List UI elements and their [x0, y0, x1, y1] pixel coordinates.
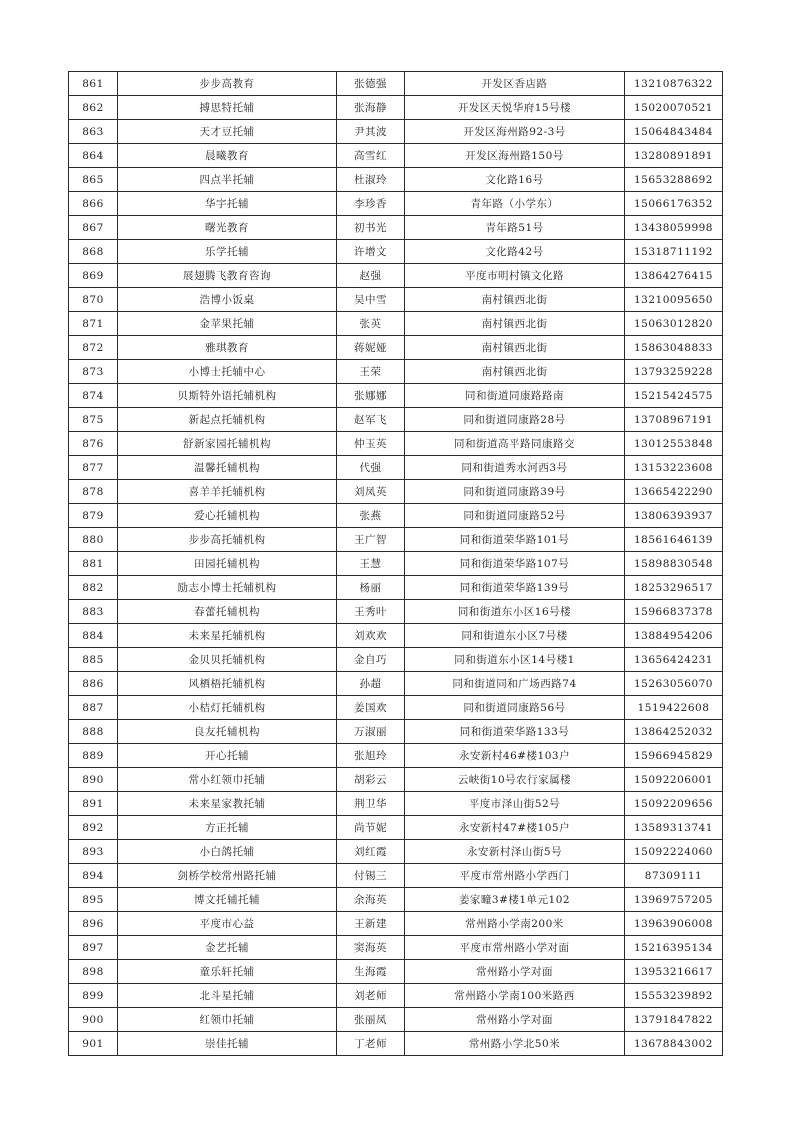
address-cell: 同和街道荣华路133号: [405, 720, 625, 744]
phone-cell: 15066176352: [625, 192, 723, 216]
table-row: [69, 192, 723, 216]
registry-table: [68, 71, 723, 1056]
address-cell: 开发区海州路92-3号: [405, 120, 625, 144]
contact-name-cell: 生海霞: [337, 960, 405, 984]
row-number-cell: 898: [69, 960, 118, 984]
table-row: [69, 240, 723, 264]
row-number-cell: 888: [69, 720, 118, 744]
institution-name-cell: 励志小博士托辅机构: [118, 576, 337, 600]
phone-cell: 87309111: [625, 864, 723, 888]
phone-cell: 13793259228: [625, 360, 723, 384]
institution-name-cell: 风栖梧托辅机构: [118, 672, 337, 696]
contact-name-cell: 杜淑玲: [337, 168, 405, 192]
row-number-cell: 886: [69, 672, 118, 696]
institution-name-cell: 小白鸽托辅: [118, 840, 337, 864]
table-row: [69, 984, 723, 1008]
phone-cell: 15263056070: [625, 672, 723, 696]
table-row: [69, 480, 723, 504]
table-row: [69, 1008, 723, 1032]
address-cell: 同和街道东小区14号楼1: [405, 648, 625, 672]
contact-name-cell: 张丽凤: [337, 1008, 405, 1032]
contact-name-cell: 余海英: [337, 888, 405, 912]
table-row: [69, 504, 723, 528]
table-row: [69, 960, 723, 984]
row-number-cell: 900: [69, 1008, 118, 1032]
institution-name-cell: 剑桥学校常州路托辅: [118, 864, 337, 888]
phone-cell: 13656424231: [625, 648, 723, 672]
institution-name-cell: 未来星家教托辅: [118, 792, 337, 816]
institution-name-cell: 喜羊羊托辅机构: [118, 480, 337, 504]
contact-name-cell: 王慧: [337, 552, 405, 576]
table-row: [69, 96, 723, 120]
row-number-cell: 868: [69, 240, 118, 264]
contact-name-cell: 丁老师: [337, 1032, 405, 1056]
table-row: [69, 576, 723, 600]
table-row: [69, 120, 723, 144]
address-cell: 南村镇西北街: [405, 360, 625, 384]
institution-name-cell: 平度市心益: [118, 912, 337, 936]
table-row: [69, 744, 723, 768]
row-number-cell: 876: [69, 432, 118, 456]
phone-cell: 15092224060: [625, 840, 723, 864]
address-cell: 平度市常州路小学对面: [405, 936, 625, 960]
phone-cell: 18253296517: [625, 576, 723, 600]
phone-cell: 13864252032: [625, 720, 723, 744]
row-number-cell: 861: [69, 72, 118, 96]
address-cell: 常州路小学北50米: [405, 1032, 625, 1056]
table-row: [69, 936, 723, 960]
address-cell: 开发区香店路: [405, 72, 625, 96]
institution-name-cell: 红领巾托辅: [118, 1008, 337, 1032]
table-row: [69, 912, 723, 936]
table-row: [69, 312, 723, 336]
row-number-cell: 897: [69, 936, 118, 960]
phone-cell: 13665422290: [625, 480, 723, 504]
phone-cell: 13438059998: [625, 216, 723, 240]
contact-name-cell: 刘红霞: [337, 840, 405, 864]
table-row: [69, 840, 723, 864]
address-cell: 同和街道荣华路139号: [405, 576, 625, 600]
contact-name-cell: 王广智: [337, 528, 405, 552]
contact-name-cell: 尹其波: [337, 120, 405, 144]
row-number-cell: 901: [69, 1032, 118, 1056]
phone-cell: 15966945829: [625, 744, 723, 768]
institution-name-cell: 晨曦教育: [118, 144, 337, 168]
address-cell: 青年路51号: [405, 216, 625, 240]
contact-name-cell: 张德强: [337, 72, 405, 96]
contact-name-cell: 许增文: [337, 240, 405, 264]
phone-cell: 13963906008: [625, 912, 723, 936]
contact-name-cell: 王秀叶: [337, 600, 405, 624]
institution-name-cell: 方正托辅: [118, 816, 337, 840]
contact-name-cell: 胡彩云: [337, 768, 405, 792]
row-number-cell: 885: [69, 648, 118, 672]
row-number-cell: 896: [69, 912, 118, 936]
address-cell: 同和街道荣华路107号: [405, 552, 625, 576]
institution-name-cell: 展翅腾飞教育咨询: [118, 264, 337, 288]
row-number-cell: 889: [69, 744, 118, 768]
row-number-cell: 881: [69, 552, 118, 576]
table-row: [69, 288, 723, 312]
row-number-cell: 893: [69, 840, 118, 864]
contact-name-cell: 张英: [337, 312, 405, 336]
row-number-cell: 879: [69, 504, 118, 528]
table-row: [69, 528, 723, 552]
institution-name-cell: 良友托辅机构: [118, 720, 337, 744]
phone-cell: 13678843002: [625, 1032, 723, 1056]
institution-name-cell: 北斗星托辅: [118, 984, 337, 1008]
table-row: [69, 1032, 723, 1056]
institution-name-cell: 曙光教育: [118, 216, 337, 240]
address-cell: 永安新村46#楼103户: [405, 744, 625, 768]
address-cell: 南村镇西北街: [405, 336, 625, 360]
address-cell: 同和街道高平路同康路交: [405, 432, 625, 456]
phone-cell: 15092209656: [625, 792, 723, 816]
contact-name-cell: 尚节妮: [337, 816, 405, 840]
address-cell: 云峡街10号农行家属楼: [405, 768, 625, 792]
phone-cell: 15063012820: [625, 312, 723, 336]
phone-cell: 13012553848: [625, 432, 723, 456]
institution-name-cell: 金贝贝托辅机构: [118, 648, 337, 672]
institution-name-cell: 浩博小饭桌: [118, 288, 337, 312]
phone-cell: 13153223608: [625, 456, 723, 480]
contact-name-cell: 王荣: [337, 360, 405, 384]
address-cell: 常州路小学南200米: [405, 912, 625, 936]
row-number-cell: 877: [69, 456, 118, 480]
address-cell: 平度市泽山街52号: [405, 792, 625, 816]
contact-name-cell: 仲玉英: [337, 432, 405, 456]
contact-name-cell: 姜国欢: [337, 696, 405, 720]
row-number-cell: 864: [69, 144, 118, 168]
table-row: [69, 672, 723, 696]
table-row: [69, 360, 723, 384]
address-cell: 永安新村泽山街5号: [405, 840, 625, 864]
contact-name-cell: 赵军飞: [337, 408, 405, 432]
address-cell: 常州路小学对面: [405, 1008, 625, 1032]
address-cell: 常州路小学对面: [405, 960, 625, 984]
address-cell: 同和街道同康路路南: [405, 384, 625, 408]
address-cell: 常州路小学南100米路西: [405, 984, 625, 1008]
table-row: [69, 768, 723, 792]
phone-cell: 15216395134: [625, 936, 723, 960]
contact-name-cell: 高雪红: [337, 144, 405, 168]
row-number-cell: 875: [69, 408, 118, 432]
contact-name-cell: 窦海英: [337, 936, 405, 960]
institution-name-cell: 雅琪教育: [118, 336, 337, 360]
institution-name-cell: 爱心托辅机构: [118, 504, 337, 528]
contact-name-cell: 杨丽: [337, 576, 405, 600]
phone-cell: 15215424575: [625, 384, 723, 408]
row-number-cell: 873: [69, 360, 118, 384]
contact-name-cell: 刘凤英: [337, 480, 405, 504]
contact-name-cell: 孙超: [337, 672, 405, 696]
address-cell: 平度市明村镇文化路: [405, 264, 625, 288]
row-number-cell: 899: [69, 984, 118, 1008]
contact-name-cell: 刘欢欢: [337, 624, 405, 648]
institution-name-cell: 天才豆托辅: [118, 120, 337, 144]
address-cell: 同和街道同和广场西路74: [405, 672, 625, 696]
phone-cell: 13953216617: [625, 960, 723, 984]
institution-name-cell: 温馨托辅机构: [118, 456, 337, 480]
row-number-cell: 880: [69, 528, 118, 552]
phone-cell: 1519422608: [625, 696, 723, 720]
institution-name-cell: 四点半托辅: [118, 168, 337, 192]
phone-cell: 13806393937: [625, 504, 723, 528]
row-number-cell: 891: [69, 792, 118, 816]
table-row: [69, 648, 723, 672]
phone-cell: 15092206001: [625, 768, 723, 792]
table-row: [69, 552, 723, 576]
table-row: [69, 168, 723, 192]
phone-cell: 15064843484: [625, 120, 723, 144]
row-number-cell: 862: [69, 96, 118, 120]
institution-name-cell: 华宇托辅: [118, 192, 337, 216]
address-cell: 同和街道东小区7号楼: [405, 624, 625, 648]
address-cell: 青年路（小学东）: [405, 192, 625, 216]
phone-cell: 15020070521: [625, 96, 723, 120]
phone-cell: 13864276415: [625, 264, 723, 288]
row-number-cell: 863: [69, 120, 118, 144]
institution-name-cell: 步步高托辅机构: [118, 528, 337, 552]
address-cell: 开发区海州路150号: [405, 144, 625, 168]
table-row: [69, 816, 723, 840]
table-row: [69, 696, 723, 720]
row-number-cell: 869: [69, 264, 118, 288]
address-cell: 同和街道东小区16号楼: [405, 600, 625, 624]
row-number-cell: 874: [69, 384, 118, 408]
table-row: [69, 888, 723, 912]
address-cell: 同和街道同康路28号: [405, 408, 625, 432]
institution-name-cell: 贝斯特外语托辅机构: [118, 384, 337, 408]
phone-cell: 13884954206: [625, 624, 723, 648]
contact-name-cell: 荆卫华: [337, 792, 405, 816]
address-cell: 文化路42号: [405, 240, 625, 264]
table-row: [69, 624, 723, 648]
contact-name-cell: 刘老师: [337, 984, 405, 1008]
contact-name-cell: 万淑丽: [337, 720, 405, 744]
address-cell: 平度市常州路小学西门: [405, 864, 625, 888]
contact-name-cell: 李珍香: [337, 192, 405, 216]
row-number-cell: 884: [69, 624, 118, 648]
institution-name-cell: 搏思特托辅: [118, 96, 337, 120]
phone-cell: 13969757205: [625, 888, 723, 912]
row-number-cell: 887: [69, 696, 118, 720]
contact-name-cell: 金自巧: [337, 648, 405, 672]
phone-cell: 13280891891: [625, 144, 723, 168]
phone-cell: 15553239892: [625, 984, 723, 1008]
row-number-cell: 866: [69, 192, 118, 216]
address-cell: 同和街道同康路52号: [405, 504, 625, 528]
phone-cell: 15653288692: [625, 168, 723, 192]
phone-cell: 18561646139: [625, 528, 723, 552]
address-cell: 同和街道秀水河西3号: [405, 456, 625, 480]
institution-name-cell: 小博士托辅中心: [118, 360, 337, 384]
contact-name-cell: 蒋妮娅: [337, 336, 405, 360]
table-row: [69, 456, 723, 480]
institution-name-cell: 舒新家园托辅机构: [118, 432, 337, 456]
row-number-cell: 867: [69, 216, 118, 240]
institution-name-cell: 步步高教育: [118, 72, 337, 96]
contact-name-cell: 初书光: [337, 216, 405, 240]
address-cell: 同和街道同康路56号: [405, 696, 625, 720]
institution-name-cell: 新起点托辅机构: [118, 408, 337, 432]
table-row: [69, 408, 723, 432]
address-cell: 姜家疃3#楼1单元102: [405, 888, 625, 912]
row-number-cell: 872: [69, 336, 118, 360]
table-row: [69, 384, 723, 408]
contact-name-cell: 吴中雪: [337, 288, 405, 312]
phone-cell: 13791847822: [625, 1008, 723, 1032]
row-number-cell: 870: [69, 288, 118, 312]
contact-name-cell: 王新建: [337, 912, 405, 936]
row-number-cell: 878: [69, 480, 118, 504]
address-cell: 同和街道荣华路101号: [405, 528, 625, 552]
institution-name-cell: 未来星托辅机构: [118, 624, 337, 648]
institution-name-cell: 乐学托辅: [118, 240, 337, 264]
table-row: [69, 432, 723, 456]
contact-name-cell: 赵强: [337, 264, 405, 288]
institution-name-cell: 童乐轩托辅: [118, 960, 337, 984]
phone-cell: 13210876322: [625, 72, 723, 96]
contact-name-cell: 付锡三: [337, 864, 405, 888]
row-number-cell: 871: [69, 312, 118, 336]
phone-cell: 15966837378: [625, 600, 723, 624]
contact-name-cell: 代强: [337, 456, 405, 480]
table-row: [69, 720, 723, 744]
address-cell: 开发区天悦华府15号楼: [405, 96, 625, 120]
row-number-cell: 895: [69, 888, 118, 912]
table-row: [69, 216, 723, 240]
contact-name-cell: 张燕: [337, 504, 405, 528]
address-cell: 永安新村47#楼105户: [405, 816, 625, 840]
institution-name-cell: 春蕾托辅机构: [118, 600, 337, 624]
contact-name-cell: 张娜娜: [337, 384, 405, 408]
row-number-cell: 892: [69, 816, 118, 840]
institution-name-cell: 常小红领巾托辅: [118, 768, 337, 792]
phone-cell: 15318711192: [625, 240, 723, 264]
address-cell: 同和街道同康路39号: [405, 480, 625, 504]
phone-cell: 15898830548: [625, 552, 723, 576]
contact-name-cell: 张旭玲: [337, 744, 405, 768]
institution-name-cell: 田园托辅机构: [118, 552, 337, 576]
row-number-cell: 882: [69, 576, 118, 600]
phone-cell: 13708967191: [625, 408, 723, 432]
institution-name-cell: 开心托辅: [118, 744, 337, 768]
row-number-cell: 894: [69, 864, 118, 888]
contact-name-cell: 张海静: [337, 96, 405, 120]
table-row: [69, 600, 723, 624]
row-number-cell: 883: [69, 600, 118, 624]
table-row: [69, 264, 723, 288]
address-cell: 南村镇西北街: [405, 288, 625, 312]
registry-table-body: [69, 72, 723, 1056]
institution-name-cell: 金苹果托辅: [118, 312, 337, 336]
table-row: [69, 72, 723, 96]
table-row: [69, 144, 723, 168]
table-row: [69, 864, 723, 888]
institution-name-cell: 博文托辅托辅: [118, 888, 337, 912]
phone-cell: 13589313741: [625, 816, 723, 840]
institution-name-cell: 金艺托辅: [118, 936, 337, 960]
row-number-cell: 890: [69, 768, 118, 792]
table-row: [69, 792, 723, 816]
phone-cell: 13210095650: [625, 288, 723, 312]
phone-cell: 15863048833: [625, 336, 723, 360]
institution-name-cell: 崇佳托辅: [118, 1032, 337, 1056]
row-number-cell: 865: [69, 168, 118, 192]
table-row: [69, 336, 723, 360]
address-cell: 文化路16号: [405, 168, 625, 192]
institution-name-cell: 小桔灯托辅机构: [118, 696, 337, 720]
address-cell: 南村镇西北街: [405, 312, 625, 336]
